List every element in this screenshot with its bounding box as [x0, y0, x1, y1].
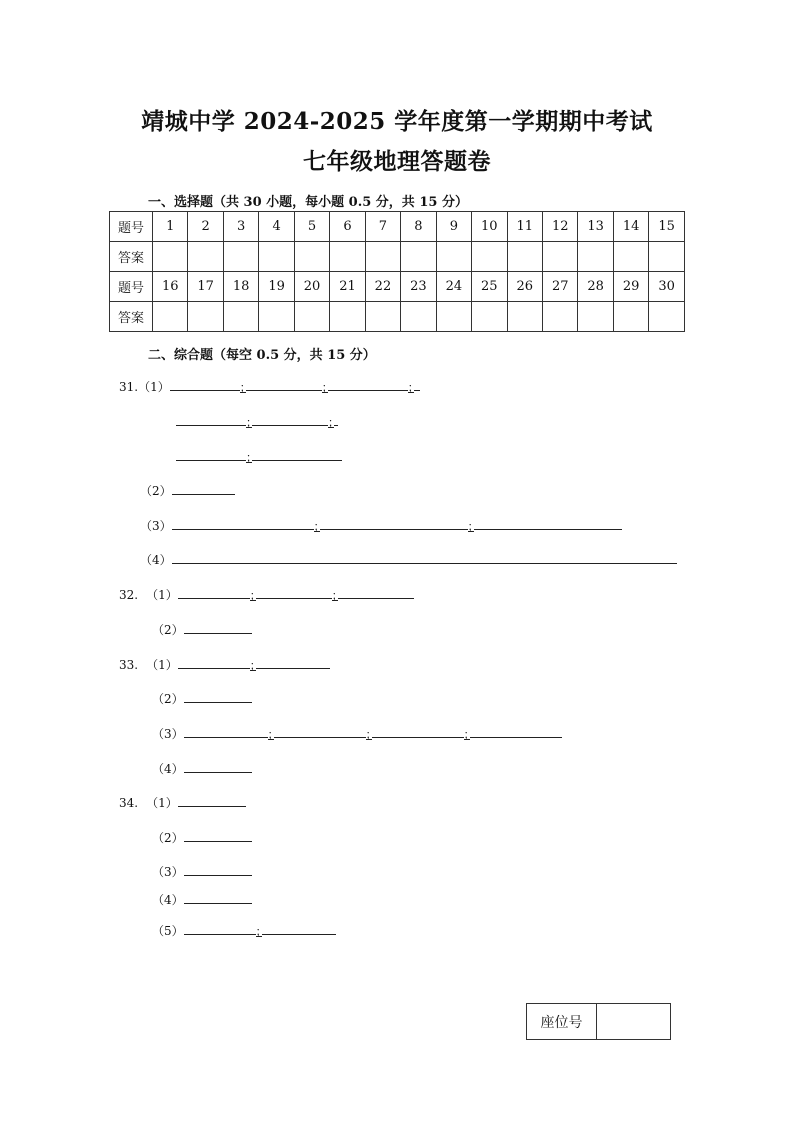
question-number: 34.	[119, 796, 139, 810]
question-number: 12	[542, 212, 577, 242]
answer-cell[interactable]	[223, 302, 258, 332]
question-number: 19	[259, 272, 294, 302]
table-row	[110, 242, 685, 272]
answer-blank[interactable]	[178, 793, 246, 807]
question-number: 16	[153, 272, 188, 302]
answer-cell[interactable]	[330, 242, 365, 272]
part-label: （3）	[152, 865, 184, 879]
answer-blank[interactable]	[172, 481, 235, 495]
answer-blank[interactable]	[172, 516, 314, 530]
answer-blank[interactable]	[184, 689, 252, 703]
question-number: 24	[436, 272, 471, 302]
answer-blank[interactable]	[170, 377, 240, 391]
separator: ；	[328, 416, 339, 429]
seat-number-field[interactable]	[597, 1004, 670, 1039]
question-number: 13	[578, 212, 613, 242]
separator: ；	[321, 381, 333, 394]
answer-cell[interactable]	[188, 302, 223, 332]
question-number: 26	[507, 272, 542, 302]
answer-blank[interactable]	[334, 412, 338, 426]
answer-cell[interactable]	[401, 302, 436, 332]
answer-blank[interactable]	[184, 724, 268, 738]
separator: ；	[365, 728, 377, 741]
section-heading-comprehensive: 二、综合题（每空 0.5 分，共 15 分）	[148, 348, 376, 363]
answer-cell[interactable]	[153, 242, 188, 272]
answer-cell[interactable]	[436, 302, 471, 332]
separator: ；	[239, 381, 251, 394]
question-33-part4	[152, 759, 252, 777]
question-number: 22	[365, 272, 400, 302]
part-label: （2）	[152, 623, 184, 637]
part-label: （4）	[152, 762, 184, 776]
answer-blank[interactable]	[184, 862, 252, 876]
question-number: 1	[153, 212, 188, 242]
question-number: 2	[188, 212, 223, 242]
question-31-part2	[140, 481, 235, 499]
part-label: （4）	[140, 553, 172, 567]
separator: ；	[249, 659, 261, 672]
answer-cell[interactable]	[542, 302, 577, 332]
answer-blank[interactable]	[256, 585, 332, 599]
part-label: （1）	[146, 796, 178, 810]
answer-blank[interactable]	[470, 724, 562, 738]
question-number: 25	[472, 272, 507, 302]
question-number: 15	[649, 212, 685, 242]
seat-number-label: 座位号	[527, 1004, 597, 1039]
answer-cell[interactable]	[507, 242, 542, 272]
answer-blank[interactable]	[256, 655, 330, 669]
question-number: 9	[436, 212, 471, 242]
answer-grid	[109, 211, 685, 332]
answer-cell[interactable]	[223, 242, 258, 272]
answer-blank[interactable]	[414, 377, 420, 391]
answer-cell[interactable]	[436, 242, 471, 272]
question-number: 30	[649, 272, 685, 302]
answer-blank[interactable]	[184, 620, 252, 634]
question-33-part2	[152, 689, 252, 707]
part-label: （3）	[152, 727, 184, 741]
part-label: （2）	[152, 831, 184, 845]
answer-blank[interactable]	[372, 724, 464, 738]
question-34-part3	[152, 862, 252, 880]
separator: ；	[249, 589, 261, 602]
answer-blank[interactable]	[172, 550, 677, 564]
part-label: （2）	[140, 484, 172, 498]
question-number: 21	[330, 272, 365, 302]
answer-cell[interactable]	[578, 302, 613, 332]
question-number: 32.	[119, 588, 139, 602]
answer-cell[interactable]	[294, 242, 329, 272]
answer-blank[interactable]	[176, 412, 246, 426]
separator: ；	[255, 925, 267, 938]
answer-blank[interactable]	[274, 724, 366, 738]
answer-cell[interactable]	[401, 242, 436, 272]
page-subtitle: 七年级地理答题卷	[303, 148, 491, 175]
separator: ；	[463, 728, 475, 741]
question-number: 8	[401, 212, 436, 242]
answer-cell[interactable]	[259, 302, 294, 332]
part-label: （3）	[140, 519, 172, 533]
answer-blank[interactable]	[328, 377, 408, 391]
row-label: 答案	[110, 242, 153, 272]
question-33	[119, 655, 330, 673]
question-31-line3	[176, 447, 342, 464]
answer-cell[interactable]	[153, 302, 188, 332]
answer-blank[interactable]	[184, 921, 256, 935]
answer-blank[interactable]	[176, 447, 246, 461]
answer-cell[interactable]	[330, 302, 365, 332]
question-31-part3	[140, 516, 622, 534]
separator: ；	[331, 589, 343, 602]
question-number: 10	[472, 212, 507, 242]
question-31-part4	[140, 550, 677, 568]
part-label: （4）	[152, 893, 184, 907]
row-label: 答案	[110, 302, 153, 332]
row-label: 题号	[110, 212, 153, 242]
answer-cell[interactable]	[472, 302, 507, 332]
question-number: 29	[613, 272, 648, 302]
question-number: 33.	[119, 658, 139, 672]
seat-number-box	[526, 1003, 671, 1040]
separator: ；	[313, 520, 325, 533]
separator: ；	[246, 416, 257, 429]
question-number: 14	[613, 212, 648, 242]
answer-blank[interactable]	[184, 890, 252, 904]
question-number: 6	[330, 212, 365, 242]
separator: ；	[267, 728, 279, 741]
answer-blank[interactable]	[178, 655, 250, 669]
question-32-part2	[152, 620, 252, 638]
part-label: （5）	[152, 924, 184, 938]
answer-blank[interactable]	[320, 516, 468, 530]
part-label: （1）	[146, 658, 178, 672]
question-32	[119, 585, 414, 603]
page-title: 靖城中学 2024-2025 学年度第一学期期中考试	[141, 108, 653, 135]
question-34-part2	[152, 828, 252, 846]
question-number: 20	[294, 272, 329, 302]
answer-blank[interactable]	[262, 921, 336, 935]
answer-blank[interactable]	[246, 377, 322, 391]
question-34-part5	[152, 921, 336, 939]
answer-cell[interactable]	[613, 242, 648, 272]
question-31	[119, 377, 420, 395]
answer-blank[interactable]	[178, 585, 250, 599]
question-number: 18	[223, 272, 258, 302]
answer-cell[interactable]	[542, 242, 577, 272]
answer-blank[interactable]	[252, 447, 342, 461]
part-label: （2）	[152, 692, 184, 706]
separator: ；	[467, 520, 479, 533]
answer-blank[interactable]	[184, 828, 252, 842]
question-number: 17	[188, 272, 223, 302]
question-number: 7	[365, 212, 400, 242]
answer-cell[interactable]	[649, 242, 685, 272]
table-row	[110, 212, 685, 242]
answer-cell[interactable]	[259, 242, 294, 272]
separator: ；	[246, 451, 257, 464]
answer-cell[interactable]	[507, 302, 542, 332]
question-34-part4	[152, 890, 252, 908]
part-label: （1）	[146, 588, 178, 602]
answer-blank[interactable]	[474, 516, 622, 530]
section-heading-choice: 一、选择题（共 30 小题，每小题 0.5 分，共 15 分）	[148, 195, 468, 210]
answer-cell[interactable]	[365, 302, 400, 332]
question-number: 4	[259, 212, 294, 242]
question-number: 27	[542, 272, 577, 302]
table-row	[110, 272, 685, 302]
answer-blank[interactable]	[184, 759, 252, 773]
answer-cell[interactable]	[365, 242, 400, 272]
question-number: 28	[578, 272, 613, 302]
answer-cell[interactable]	[472, 242, 507, 272]
question-number: 31.	[119, 380, 139, 394]
question-31-line2	[176, 412, 338, 429]
question-number: 23	[401, 272, 436, 302]
separator: ；	[407, 381, 419, 394]
answer-blank[interactable]	[338, 585, 414, 599]
row-label: 题号	[110, 272, 153, 302]
table-row	[110, 302, 685, 332]
question-33-part3	[152, 724, 562, 742]
part-label: （1）	[138, 380, 170, 394]
question-number: 3	[223, 212, 258, 242]
answer-cell[interactable]	[294, 302, 329, 332]
answer-blank[interactable]	[252, 412, 328, 426]
answer-cell[interactable]	[188, 242, 223, 272]
answer-cell[interactable]	[613, 302, 648, 332]
answer-cell[interactable]	[649, 302, 685, 332]
question-number: 11	[507, 212, 542, 242]
question-number: 5	[294, 212, 329, 242]
answer-cell[interactable]	[578, 242, 613, 272]
question-34	[119, 793, 246, 811]
